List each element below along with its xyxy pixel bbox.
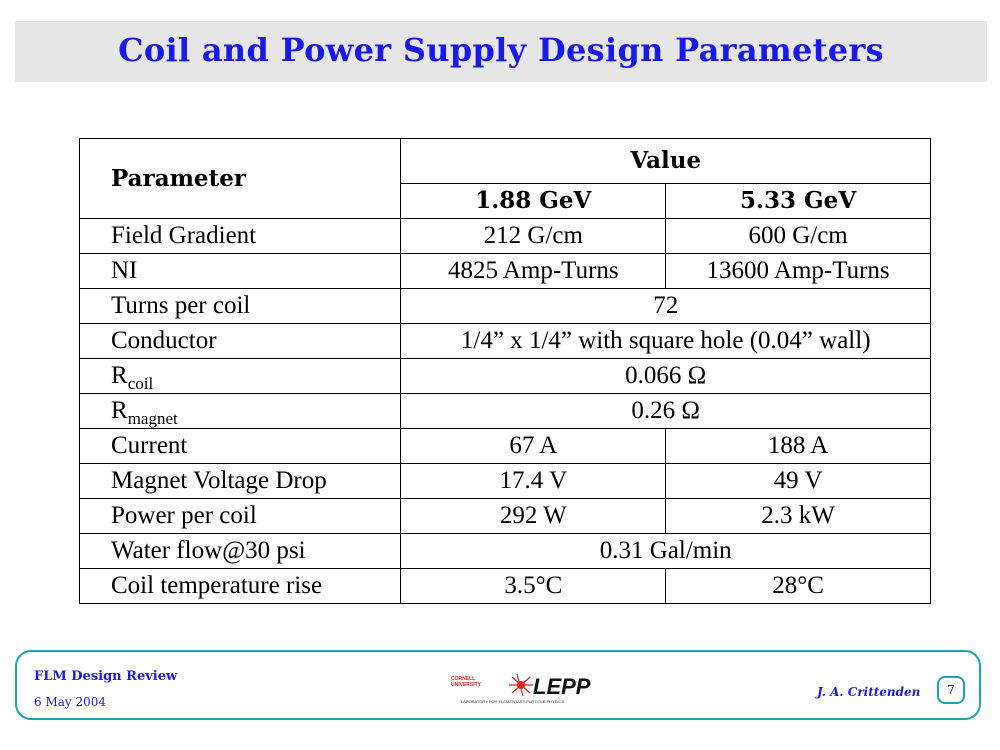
row-value: 17.4 V (401, 464, 666, 499)
table-row (80, 569, 931, 604)
row-label-subscript: coil (127, 374, 154, 393)
lepp-logo (451, 670, 611, 706)
row-value: 188 A (666, 429, 931, 464)
logo-university-line2: UNIVERSITY (451, 682, 482, 688)
table-row (80, 394, 931, 429)
row-label: Power per coil (80, 499, 401, 534)
row-value: 0.31 Gal/min (401, 534, 931, 569)
title-bar (15, 21, 987, 82)
row-label: Current (80, 429, 401, 464)
table-row (80, 289, 931, 324)
row-label (80, 394, 401, 429)
row-value: 13600 Amp-Turns (666, 254, 931, 289)
row-value: 0.066 Ω (401, 359, 931, 394)
row-value: 1/4” x 1/4” with square hole (0.04” wall) (401, 324, 931, 359)
table-row (80, 254, 931, 289)
parameter-header: Parameter (80, 139, 401, 219)
footer-author: J. A. Crittenden (817, 685, 921, 699)
logo-tagline: LABORATORY FOR ELEMENTARY-PARTICLE PHYSICS (461, 699, 565, 704)
column-header-1: 1.88 GeV (401, 184, 666, 219)
row-label-subscript: magnet (127, 409, 178, 428)
page-number: 7 (937, 676, 965, 704)
footer-date: 6 May 2004 (34, 695, 107, 709)
row-label: Field Gradient (80, 219, 401, 254)
table-row (80, 219, 931, 254)
row-label-main: R (111, 397, 128, 424)
row-value: 0.26 Ω (401, 394, 931, 429)
row-value: 67 A (401, 429, 666, 464)
table-header-row (80, 139, 931, 184)
parameters-table (79, 138, 931, 604)
row-label: Turns per coil (80, 289, 401, 324)
row-value: 212 G/cm (401, 219, 666, 254)
slide-footer (15, 650, 981, 720)
logo-wordmark: LEPP (533, 674, 591, 699)
row-value: 72 (401, 289, 931, 324)
slide-title: Coil and Power Supply Design Parameters (118, 31, 884, 69)
table-row (80, 359, 931, 394)
logo-starburst-icon (509, 674, 533, 696)
table-row (80, 429, 931, 464)
row-label (80, 359, 401, 394)
row-label: Magnet Voltage Drop (80, 464, 401, 499)
value-header: Value (401, 139, 931, 184)
row-value: 292 W (401, 499, 666, 534)
row-value: 49 V (666, 464, 931, 499)
footer-event-name: FLM Design Review (34, 669, 178, 684)
row-label-main: R (111, 362, 128, 389)
row-label: Water flow@30 psi (80, 534, 401, 569)
row-label: Conductor (80, 324, 401, 359)
table-row (80, 499, 931, 534)
row-label: Coil temperature rise (80, 569, 401, 604)
row-value: 3.5°C (401, 569, 666, 604)
row-value: 4825 Amp-Turns (401, 254, 666, 289)
row-label: NI (80, 254, 401, 289)
column-header-2: 5.33 GeV (666, 184, 931, 219)
logo-university-line1: CORNELL (451, 676, 476, 682)
row-value: 2.3 kW (666, 499, 931, 534)
table-row (80, 534, 931, 569)
table-row (80, 324, 931, 359)
row-value: 600 G/cm (666, 219, 931, 254)
row-value: 28°C (666, 569, 931, 604)
table-row (80, 464, 931, 499)
